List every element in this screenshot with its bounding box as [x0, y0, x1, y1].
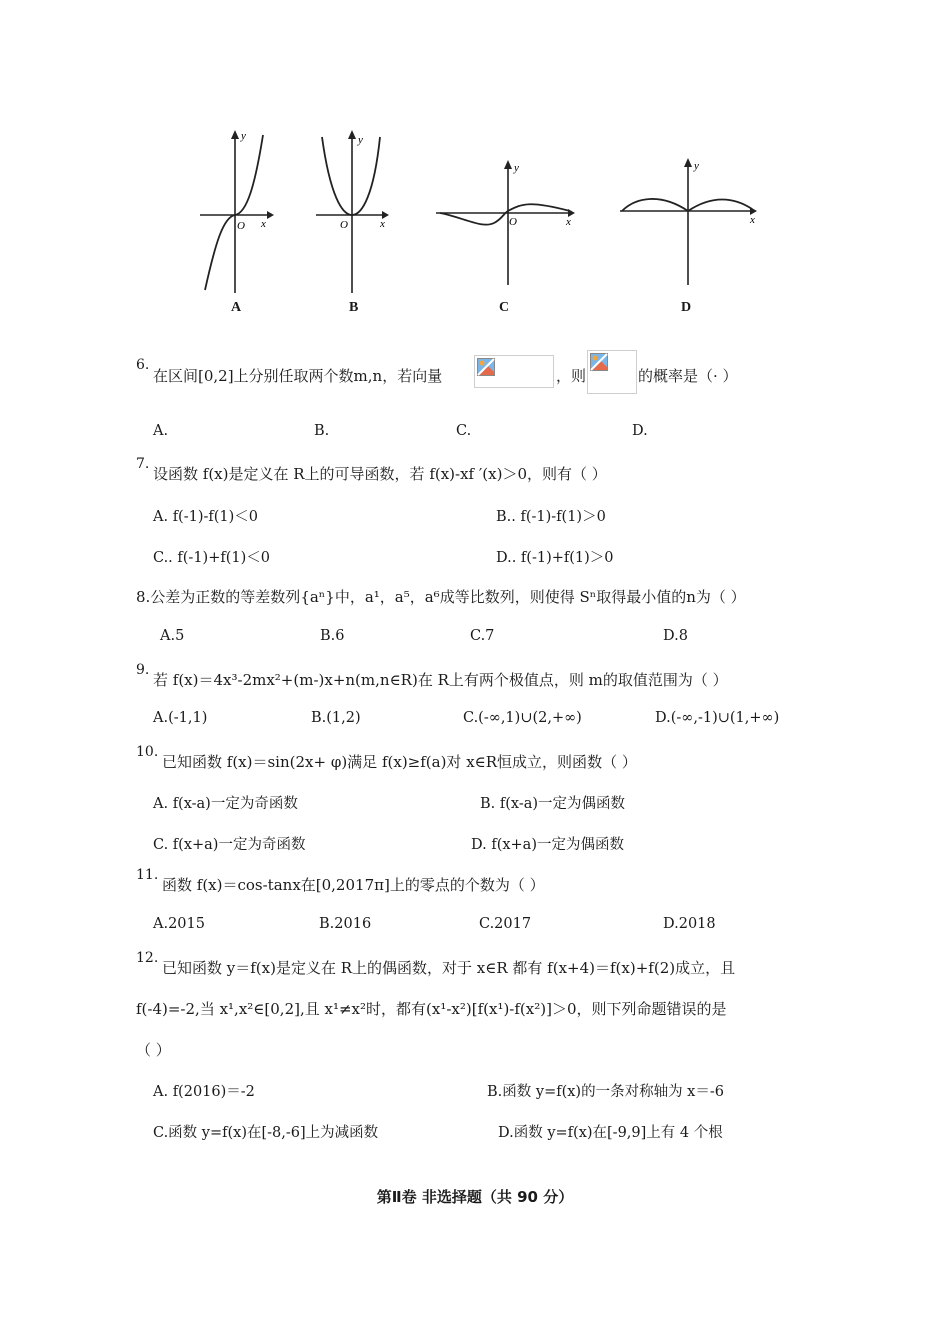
q12-line1: 已知函数 y＝f(x)是定义在 R上的偶函数，对于 x∈R 都有 f(x+4)＝f(x)+f(2)成立，且: [162, 959, 736, 977]
graph-a: [195, 125, 275, 295]
q9-number: 9.: [136, 662, 150, 678]
q6-text-before: 在区间[0,2]上分别任取两个数m,n，若向量: [153, 367, 443, 385]
graph-a-y-label: y: [241, 130, 246, 142]
graph-a-label: A: [231, 300, 242, 315]
q6-option-d: D.: [632, 423, 648, 439]
q7-option-a: A. f(-1)-f(1)＜0: [153, 509, 259, 525]
graph-b-label: B: [349, 300, 359, 315]
graph-a-x-label: x: [261, 218, 266, 230]
q7-option-c: C.. f(-1)+f(1)＜0: [153, 550, 270, 566]
q6-text-mid: ，则: [556, 367, 587, 385]
q12-option-d: D.函数 y=f(x)在[-9,9]上有 4 个根: [498, 1125, 723, 1141]
q11-text: 函数 f(x)＝cos-tanx在[0,2017π]上的零点的个数为（ ）: [162, 876, 545, 894]
q6-option-c: C.: [456, 423, 472, 439]
q8-text: 8.公差为正数的等差数列{aⁿ}中，a¹，a⁵，a⁶成等比数列，则使得 Sⁿ取得最小值的n为（ ）: [136, 588, 746, 606]
q7-number: 7.: [136, 456, 150, 472]
q12-option-b: B.函数 y=f(x)的一条对称轴为 x＝-6: [487, 1084, 724, 1100]
q7-text: 设函数 f(x)是定义在 R上的可导函数，若 f(x)-xf ′(x)＞0，则有（ ）: [153, 465, 607, 483]
q11-option-d: D.2018: [663, 916, 716, 932]
graph-d-label: D: [681, 300, 692, 315]
graph-c-origin: O: [509, 216, 517, 228]
q9-option-d: D.(-∞,-1)∪(1,+∞): [655, 710, 780, 726]
q11-number: 11.: [136, 867, 159, 883]
graph-d-x-label: x: [750, 214, 755, 226]
section-title: 第Ⅱ卷 非选择题（共 90 分）: [376, 1188, 574, 1206]
broken-image-icon: [590, 353, 608, 371]
graph-c-x-label: x: [566, 216, 571, 228]
q9-option-c: C.(-∞,1)∪(2,+∞): [463, 710, 582, 726]
q11-option-c: C.2017: [479, 916, 532, 932]
q7-option-b: B.. f(-1)-f(1)＞0: [496, 509, 606, 525]
q10-text: 已知函数 f(x)＝sin(2x+ φ)满足 f(x)≥f(a)对 x∈R恒成立，则函数（ ）: [162, 753, 637, 771]
q11-option-a: A.2015: [153, 916, 205, 932]
q6-number: 6.: [136, 357, 150, 373]
q8-option-b: B.6: [320, 628, 345, 644]
graph-c-label: C: [499, 300, 510, 315]
q12-option-a: A. f(2016)＝-2: [153, 1084, 255, 1100]
q10-option-b: B. f(x-a)一定为偶函数: [480, 796, 626, 812]
q10-option-c: C. f(x+a)一定为奇函数: [153, 837, 306, 853]
q10-option-d: D. f(x+a)一定为偶函数: [471, 837, 624, 853]
q9-option-b: B.(1,2): [311, 710, 361, 726]
graph-a-origin: O: [237, 220, 245, 232]
q8-option-c: C.7: [470, 628, 495, 644]
q10-option-a: A. f(x-a)一定为奇函数: [153, 796, 298, 812]
broken-image-icon: [477, 358, 495, 376]
q10-number: 10.: [136, 744, 159, 760]
graph-c-y-label: y: [514, 162, 519, 174]
q6-option-a: A.: [153, 423, 169, 439]
q12-line2: f(-4)=-2,当 x¹,x²∈[0,2],且 x¹≠x²时，都有(x¹-x²)[f(x¹)-f(x²)]＞0，则下列命题错误的是: [136, 1000, 727, 1018]
q11-option-b: B.2016: [319, 916, 372, 932]
q6-option-b: B.: [314, 423, 330, 439]
graph-b-x-label: x: [380, 218, 385, 230]
q12-option-c: C.函数 y=f(x)在[-8,-6]上为减函数: [153, 1125, 379, 1141]
q9-text: 若 f(x)＝4x³-2mx²+(m-)x+n(m,n∈R)在 R上有两个极值点，则 m的取值范围为（ ）: [153, 671, 728, 689]
graph-d-y-label: y: [694, 160, 699, 172]
q6-text-after: 的概率是（· ）: [638, 367, 738, 385]
q12-number: 12.: [136, 950, 159, 966]
q6-condition-image: [587, 350, 637, 394]
q8-option-a: A.5: [160, 628, 185, 644]
graph-b: [312, 125, 392, 295]
graph-b-y-label: y: [358, 134, 363, 146]
q9-option-a: A.(-1,1): [153, 710, 208, 726]
q6-vector-image: [474, 355, 554, 388]
q8-option-d: D.8: [663, 628, 688, 644]
q12-line3: （ ）: [136, 1041, 171, 1059]
graph-b-origin: O: [340, 219, 348, 231]
graph-d: [616, 125, 766, 295]
q7-option-d: D.. f(-1)+f(1)＞0: [496, 550, 614, 566]
graph-c: [432, 125, 582, 295]
